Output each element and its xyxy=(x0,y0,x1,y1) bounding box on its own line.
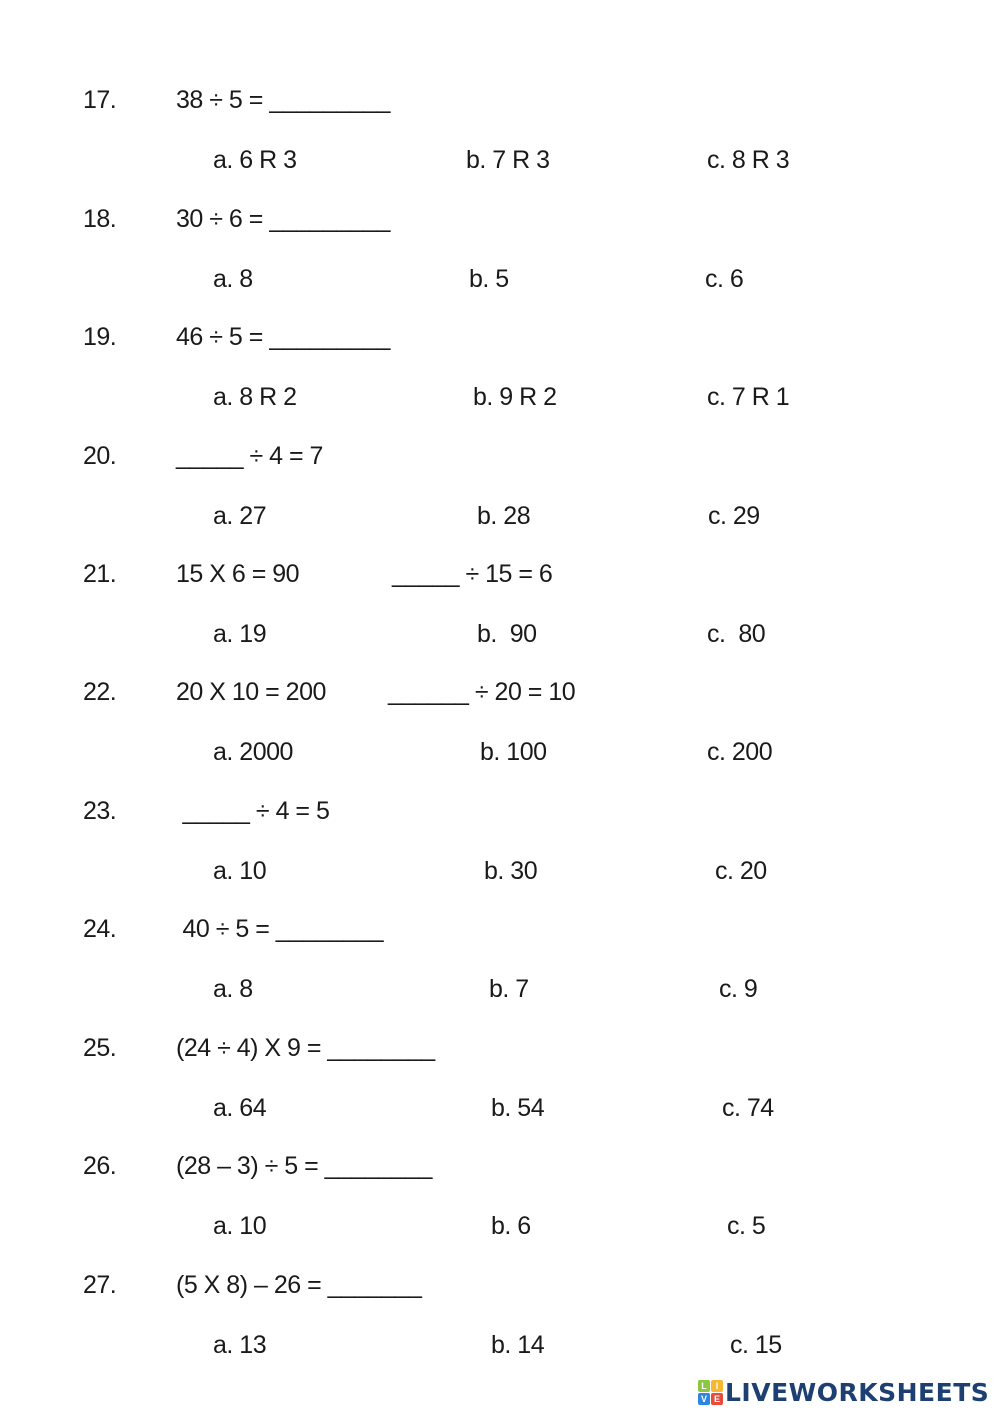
answer-option-c[interactable]: c. 5 xyxy=(727,1212,766,1240)
question-row xyxy=(0,442,1000,482)
question-expression-secondary: ______ ÷ 20 = 10 xyxy=(388,678,576,706)
answer-option-b[interactable]: b. 5 xyxy=(469,265,509,293)
options-row xyxy=(0,265,1000,305)
question-number: 17. xyxy=(83,86,117,114)
question-expression: _____ ÷ 4 = 7 xyxy=(176,442,323,470)
question-expression-secondary: _____ ÷ 15 = 6 xyxy=(392,560,553,588)
question-expression: 38 ÷ 5 = _________ xyxy=(176,86,390,114)
answer-option-c[interactable]: c. 74 xyxy=(722,1094,774,1122)
answer-option-c[interactable]: c. 15 xyxy=(730,1331,782,1359)
options-row xyxy=(0,502,1000,542)
question-expression: 40 ÷ 5 = ________ xyxy=(176,915,383,943)
answer-option-c[interactable]: c. 8 R 3 xyxy=(707,146,790,174)
options-row xyxy=(0,620,1000,660)
logo-block: I xyxy=(711,1380,723,1392)
answer-option-a[interactable]: a. 64 xyxy=(213,1094,267,1122)
question-row xyxy=(0,797,1000,837)
answer-option-a[interactable]: a. 8 xyxy=(213,975,253,1003)
question-expression: 46 ÷ 5 = _________ xyxy=(176,323,390,351)
question-expression: _____ ÷ 4 = 5 xyxy=(176,797,330,825)
question-expression: (28 – 3) ÷ 5 = ________ xyxy=(176,1152,432,1180)
answer-option-c[interactable]: c. 9 xyxy=(719,975,758,1003)
question-number: 18. xyxy=(83,205,117,233)
question-expression: 15 X 6 = 90 xyxy=(176,560,300,588)
answer-option-c[interactable]: c. 7 R 1 xyxy=(707,383,790,411)
answer-option-b[interactable]: b. 9 R 2 xyxy=(473,383,557,411)
question-row xyxy=(0,86,1000,126)
answer-option-b[interactable]: b. 28 xyxy=(477,502,531,530)
question-row xyxy=(0,1034,1000,1074)
answer-option-a[interactable]: a. 10 xyxy=(213,857,267,885)
question-number: 24. xyxy=(83,915,117,943)
answer-option-b[interactable]: b. 54 xyxy=(491,1094,545,1122)
question-row xyxy=(0,560,1000,600)
answer-option-a[interactable]: a. 27 xyxy=(213,502,267,530)
options-row xyxy=(0,1331,1000,1371)
question-number: 27. xyxy=(83,1271,117,1299)
question-expression: (5 X 8) – 26 = _______ xyxy=(176,1271,422,1299)
options-row xyxy=(0,975,1000,1015)
question-number: 22. xyxy=(83,678,117,706)
question-expression: 20 X 10 = 200 xyxy=(176,678,326,706)
answer-option-b[interactable]: b. 100 xyxy=(480,738,547,766)
answer-option-b[interactable]: b. 7 R 3 xyxy=(466,146,550,174)
question-row xyxy=(0,1152,1000,1192)
question-row xyxy=(0,915,1000,955)
answer-option-b[interactable]: b. 90 xyxy=(477,620,537,648)
answer-option-c[interactable]: c. 200 xyxy=(707,738,773,766)
question-number: 26. xyxy=(83,1152,117,1180)
options-row xyxy=(0,1094,1000,1134)
answer-option-b[interactable]: b. 6 xyxy=(491,1212,531,1240)
question-row xyxy=(0,323,1000,363)
answer-option-b[interactable]: b. 30 xyxy=(484,857,538,885)
liveworksheets-logo xyxy=(698,1377,989,1407)
question-row xyxy=(0,205,1000,245)
logo-block: L xyxy=(698,1380,710,1392)
question-number: 20. xyxy=(83,442,117,470)
logo-block: E xyxy=(711,1393,723,1405)
answer-option-c[interactable]: c. 6 xyxy=(705,265,744,293)
answer-option-a[interactable]: a. 2000 xyxy=(213,738,293,766)
answer-option-a[interactable]: a. 8 xyxy=(213,265,253,293)
question-row xyxy=(0,678,1000,718)
answer-option-a[interactable]: a. 6 R 3 xyxy=(213,146,297,174)
options-row xyxy=(0,146,1000,186)
question-number: 21. xyxy=(83,560,117,588)
options-row xyxy=(0,1212,1000,1252)
question-row xyxy=(0,1271,1000,1311)
logo-block: V xyxy=(698,1393,710,1405)
options-row xyxy=(0,738,1000,778)
answer-option-a[interactable]: a. 19 xyxy=(213,620,267,648)
question-number: 23. xyxy=(83,797,117,825)
question-number: 19. xyxy=(83,323,117,351)
answer-option-c[interactable]: c. 29 xyxy=(708,502,760,530)
options-row xyxy=(0,383,1000,423)
answer-option-a[interactable]: a. 8 R 2 xyxy=(213,383,297,411)
logo-text: LIVEWORKSHEETS xyxy=(725,1377,990,1407)
answer-option-b[interactable]: b. 7 xyxy=(489,975,529,1003)
options-row xyxy=(0,857,1000,897)
answer-option-c[interactable]: c. 80 xyxy=(707,620,766,648)
answer-option-a[interactable]: a. 10 xyxy=(213,1212,267,1240)
answer-option-a[interactable]: a. 13 xyxy=(213,1331,267,1359)
answer-option-b[interactable]: b. 14 xyxy=(491,1331,545,1359)
answer-option-c[interactable]: c. 20 xyxy=(715,857,767,885)
logo-blocks-icon xyxy=(698,1380,723,1405)
question-expression: 30 ÷ 6 = _________ xyxy=(176,205,390,233)
question-number: 25. xyxy=(83,1034,117,1062)
question-expression: (24 ÷ 4) X 9 = ________ xyxy=(176,1034,435,1062)
